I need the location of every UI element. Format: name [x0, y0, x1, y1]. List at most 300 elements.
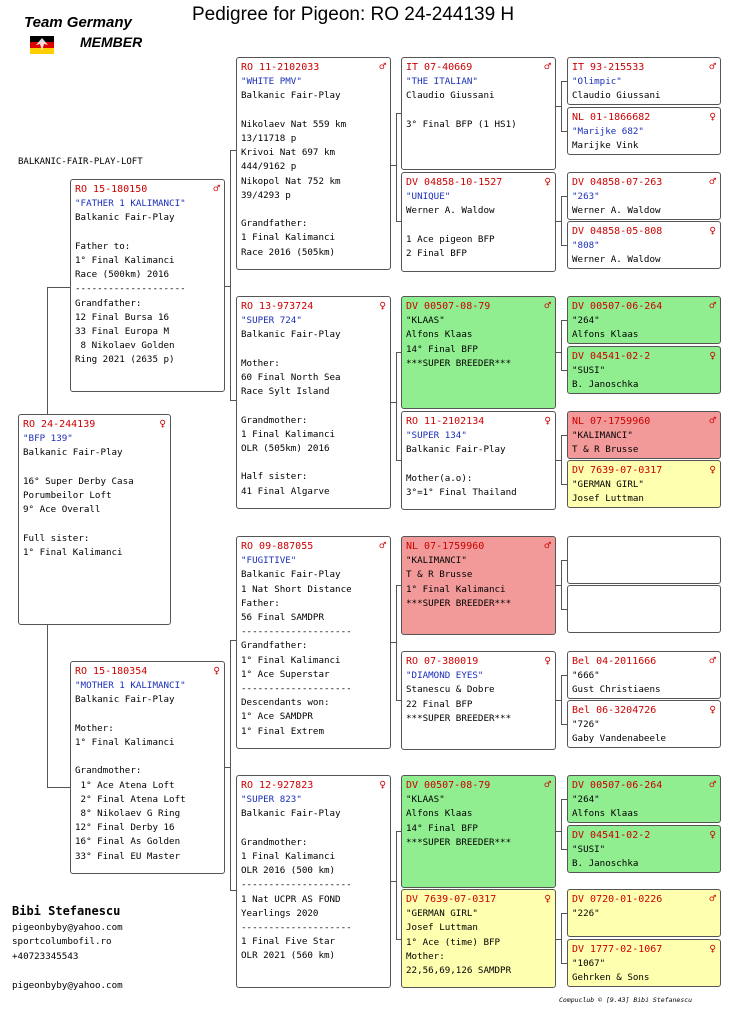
pigeon-info-line: Stanescu & Dobre [406, 684, 495, 696]
connector-line [556, 106, 561, 107]
connector-line [391, 165, 396, 166]
pigeon-info-line: OLR (505km) 2016 [241, 443, 330, 454]
pigeon-info-line: Alfons Klaas [406, 808, 473, 820]
pigeon-info-line: 41 Final Algarve [241, 485, 330, 497]
pigeon-info-line: 1° Ace Superstar [241, 668, 330, 680]
pigeon-header [572, 829, 716, 843]
breeder-email-bottom: pigeonbyby@yahoo.com [12, 980, 123, 991]
pigeon-info-line: Alfons Klaas [572, 808, 639, 820]
female-symbol-icon: ♀ [379, 778, 386, 791]
pigeon-info-line: Race (500km) 2016 [75, 269, 170, 281]
connector-line [230, 400, 236, 401]
pigeon-info-line: -------------------- [241, 879, 352, 891]
pigeon-info-line: 12° Final Derby 16 [75, 822, 175, 834]
pigeon-info-line: Mother: [406, 950, 445, 962]
connector-line [561, 913, 562, 963]
software-credit: Compuclub © [9.43] Bibi Stefanescu [559, 996, 693, 1004]
pigeon-info-line: 1 Final Five Star [241, 936, 336, 948]
page-title: Pedigree for Pigeon: RO 24-244139 H [192, 4, 515, 25]
pigeon-info-line: Grandmother: [241, 414, 308, 426]
connector-line [556, 352, 561, 353]
pigeon-card-dss[interactable] [401, 536, 556, 635]
male-symbol-icon: ♂ [379, 539, 386, 552]
pigeon-card-sss[interactable] [401, 57, 556, 170]
pigeon-name: "BFP 139" [23, 433, 73, 445]
pigeon-info-line: 33° Final EU Master [75, 850, 181, 862]
pigeon-info-line [75, 226, 220, 240]
loft-name: BALKANIC-FAIR-PLAY-LOFT [18, 157, 143, 167]
pigeon-name: "SUPER 823" [241, 794, 302, 806]
male-symbol-icon: ♂ [544, 778, 551, 791]
pigeon-info-line: Balkanic Fair-Play [23, 447, 123, 459]
pigeon-card-g3[interactable] [567, 172, 721, 220]
breeder-website: sportcolumbofil.ro [12, 936, 112, 947]
pigeon-name: "UNIQUE" [406, 191, 451, 203]
connector-line [230, 640, 236, 641]
connector-line [47, 625, 48, 788]
connector-line [396, 352, 401, 353]
ring-number: RO 15-180150 [75, 184, 148, 195]
pigeon-name: "THE ITALIAN" [406, 76, 478, 88]
connector-line [556, 221, 561, 222]
ring-number: DV 04858-05-808 [572, 226, 663, 237]
pigeon-card-g14[interactable] [567, 825, 721, 873]
pigeon-info-line: B. Janoschka [572, 858, 639, 870]
ring-number: RO 12-927823 [241, 780, 314, 791]
pigeon-header [406, 300, 551, 314]
male-symbol-icon: ♂ [709, 299, 716, 312]
male-symbol-icon: ♂ [709, 175, 716, 188]
pigeon-name: "226" [572, 908, 600, 920]
pigeon-header [572, 111, 716, 125]
pigeon-info-line: 1° Final Extrem [241, 725, 324, 737]
pigeon-info-line: ***SUPER BREEDER*** [406, 597, 512, 609]
pigeon-name: "GERMAN GIRL" [572, 479, 644, 491]
team-member: MEMBER [80, 34, 143, 50]
connector-line [225, 286, 230, 287]
female-symbol-icon: ♀ [544, 892, 551, 905]
connector-line [396, 221, 401, 222]
pigeon-card-ssd[interactable] [401, 172, 556, 272]
pigeon-header [75, 665, 220, 679]
connector-line [556, 831, 561, 832]
pigeon-info-line: 2° Final Atena Loft [75, 793, 186, 805]
pigeon-name: "DIAMOND EYES" [406, 670, 484, 682]
pigeon-header [75, 183, 220, 197]
team-title: Team Germany [24, 14, 132, 31]
pigeon-info-line: 2 Final BFP [406, 248, 467, 259]
pigeon-card-root[interactable] [18, 414, 171, 625]
ring-number: DV 00507-06-264 [572, 780, 663, 791]
pigeon-name: "KALIMANCI" [572, 430, 633, 442]
pigeon-info-line: ***SUPER BREEDER*** [406, 357, 512, 369]
ring-number: DV 04541-02-2 [572, 830, 651, 841]
pigeon-card-g16[interactable] [567, 939, 721, 987]
pigeon-card-g10[interactable] [567, 585, 721, 633]
pigeon-name: "666" [572, 670, 600, 682]
pigeon-header [406, 415, 551, 429]
pigeon-header [241, 300, 386, 314]
pigeon-name: "GERMAN GIRL" [406, 908, 478, 920]
connector-line [561, 675, 562, 724]
pigeon-info-line: Grandmother: [75, 765, 142, 777]
pigeon-header [406, 655, 551, 669]
connector-line [556, 460, 561, 461]
pigeon-info-line: Alfons Klaas [572, 329, 639, 341]
pigeon-card-g2[interactable] [567, 107, 721, 155]
germany-flag-icon [30, 32, 54, 56]
pigeon-header [23, 418, 166, 432]
pigeon-card-ss[interactable] [236, 57, 391, 270]
pigeon-info-line: Mother: [241, 357, 280, 369]
pigeon-header [241, 61, 386, 75]
pigeon-info-line [241, 203, 386, 217]
ring-number: RO 11-2102134 [406, 416, 485, 427]
pigeon-info-line: 1° Final Kalimanci [406, 583, 506, 595]
ring-number: IT 93-215533 [572, 62, 645, 73]
pigeon-info-line: Grandfather: [241, 218, 308, 230]
pigeon-header [406, 893, 551, 907]
pigeon-info-line: 1 Nat UCPR AS FOND [241, 893, 341, 905]
ring-number: RO 24-244139 [23, 419, 96, 430]
pigeon-card-d[interactable] [70, 661, 225, 874]
pigeon-name: "MOTHER 1 KALIMANCI" [75, 680, 186, 692]
pigeon-info-line: Josef Luttman [406, 922, 478, 934]
connector-line [561, 560, 562, 609]
pigeon-info-line: 3° Final BFP (1 HS1) [406, 118, 517, 130]
pigeon-info-line: 12 Final Bursa 16 [75, 311, 170, 323]
connector-line [561, 849, 567, 850]
connector-line [561, 81, 567, 82]
pigeon-info-line: 1° Final Kalimanci [75, 737, 175, 748]
pigeon-info-line: 1° Ace (time) BFP [406, 936, 501, 948]
female-symbol-icon: ♀ [544, 414, 551, 427]
pigeon-name: "SUSI" [572, 365, 606, 377]
pigeon-info-line: Grandmother: [241, 836, 308, 848]
pigeon-name: "264" [572, 315, 600, 327]
male-symbol-icon: ♂ [709, 654, 716, 667]
connector-line [561, 560, 567, 561]
ring-number: DV 00507-06-264 [572, 301, 663, 312]
pigeon-info-line [406, 104, 551, 118]
connector-line [230, 890, 236, 891]
connector-line [396, 585, 397, 700]
pigeon-info-line: 1 Final Kalimanci [241, 428, 336, 440]
pigeon-name: "KLAAS" [406, 315, 445, 327]
pigeon-info-line [406, 458, 551, 472]
pigeon-card-g11[interactable] [567, 651, 721, 699]
pigeon-card-ds[interactable] [236, 536, 391, 749]
connector-line [561, 609, 567, 610]
connector-line [396, 939, 401, 940]
pigeon-header [572, 655, 716, 669]
pigeon-card-g15[interactable] [567, 889, 721, 937]
pigeon-info-line: T & R Brusse [572, 444, 639, 456]
pigeon-card-sds[interactable] [401, 296, 556, 409]
connector-line [396, 113, 401, 114]
connector-line [561, 675, 567, 676]
pigeon-info-line: OLR 2016 (500 km) [241, 865, 336, 877]
female-symbol-icon: ♀ [544, 654, 551, 667]
pigeon-info-line: -------------------- [241, 683, 352, 695]
pigeon-info-line: 33 Final Europa M [75, 326, 170, 338]
pigeon-card-sdd[interactable] [401, 411, 556, 510]
female-symbol-icon: ♀ [709, 349, 716, 362]
connector-line [561, 724, 567, 725]
pigeon-info-line: Gehrken & Sons [572, 972, 650, 984]
pigeon-name: "264" [572, 794, 600, 806]
pigeon-header [572, 464, 716, 478]
pigeon-info-line: Claudio Giussani [406, 90, 495, 102]
pigeon-header [406, 176, 551, 190]
connector-line [396, 585, 401, 586]
male-symbol-icon: ♂ [709, 60, 716, 73]
pigeon-info-line: -------------------- [241, 922, 352, 934]
male-symbol-icon: ♂ [709, 778, 716, 791]
pigeon-info-line: Mother: [75, 722, 114, 734]
male-symbol-icon: ♂ [544, 299, 551, 312]
pigeon-info-line: Werner A. Waldow [572, 205, 661, 217]
pigeon-info-line: Yearlings 2020 [241, 907, 319, 919]
pigeon-info-line: Grandfather: [75, 297, 142, 309]
pigeon-info-line: ***SUPER BREEDER*** [406, 712, 512, 724]
pigeon-header [572, 779, 716, 793]
pigeon-info-line: 14° Final BFP [406, 343, 478, 355]
pigeon-info-line: Full sister: [23, 532, 90, 544]
pigeon-info-line: Claudio Giussani [572, 90, 661, 102]
connector-line [561, 913, 567, 914]
pigeon-name: "726" [572, 719, 600, 731]
pigeon-info-line: Balkanic Fair-Play [241, 90, 341, 102]
ring-number: DV 04858-10-1527 [406, 177, 503, 188]
pigeon-header [572, 415, 716, 429]
connector-line [47, 287, 48, 414]
connector-line [230, 640, 231, 890]
pigeon-info-line: Alfons Klaas [406, 329, 473, 341]
pigeon-card-g12[interactable] [567, 700, 721, 748]
breeder-email: pigeonbyby@yahoo.com [12, 922, 123, 933]
pigeon-name: "WHITE PMV" [241, 76, 302, 88]
connector-line [556, 585, 561, 586]
ring-number: RO 11-2102033 [241, 62, 320, 73]
pigeon-info-line: T & R Brusse [406, 569, 473, 581]
pigeon-info-line: Balkanic Fair-Play [241, 808, 341, 820]
pigeon-card-g7[interactable] [567, 411, 721, 459]
pigeon-name: "KALIMANCI" [406, 555, 467, 567]
pigeon-info-line: 1° Ace Atena Loft [75, 779, 175, 791]
pigeon-info-line: 16° Final As Golden [75, 836, 181, 848]
pigeon-card-dds[interactable] [401, 775, 556, 888]
connector-line [391, 642, 396, 643]
ring-number: NL 07-1759960 [406, 541, 485, 552]
pigeon-info-line: 14° Final BFP [406, 822, 478, 834]
pigeon-info-line: 13/11718 p [241, 133, 297, 144]
pigeon-card-g13[interactable] [567, 775, 721, 823]
female-symbol-icon: ♀ [709, 224, 716, 237]
connector-line [47, 287, 70, 288]
pigeon-info-line: Werner A. Waldow [572, 254, 661, 266]
ring-number: DV 1777-02-1067 [572, 944, 663, 955]
connector-line [561, 131, 567, 132]
pigeon-info-line: 1° Final Kalimanci [75, 255, 175, 266]
pigeon-info-line: 16° Super Derby Casa [23, 475, 134, 487]
connector-line [561, 196, 562, 245]
pigeon-info-line: 1° Final Kalimanci [241, 654, 341, 666]
pigeon-card-g6[interactable] [567, 346, 721, 394]
connector-line [396, 831, 401, 832]
connector-line [561, 81, 562, 131]
female-symbol-icon: ♀ [159, 417, 166, 430]
connector-line [561, 799, 562, 849]
pigeon-card-dsd[interactable] [401, 651, 556, 750]
connector-line [396, 700, 401, 701]
pigeon-name: "FUGITIVE" [241, 555, 297, 567]
pigeon-info-line [75, 708, 220, 722]
pigeon-name: "Marijke 682" [572, 126, 644, 138]
pigeon-info-line: 3°=1° Final Thailand [406, 487, 517, 498]
pigeon-info-line: 22,56,69,126 SAMDPR [406, 965, 512, 977]
pigeon-header [572, 350, 716, 364]
pigeon-card-g8[interactable] [567, 460, 721, 508]
male-symbol-icon: ♂ [709, 414, 716, 427]
pigeon-info-line: 1° Final Kalimanci [23, 546, 123, 558]
pigeon-header [572, 176, 716, 190]
pigeon-info-line: B. Janoschka [572, 379, 639, 391]
pigeon-info-line: Race 2016 (505km) [241, 246, 336, 258]
pigeon-info-line: Grandfather: [241, 640, 308, 652]
connector-line [561, 196, 567, 197]
pigeon-name: "263" [572, 191, 600, 203]
pigeon-info-line: ***SUPER BREEDER*** [406, 836, 512, 848]
pigeon-info-line: 8° Nikolaev G Ring [75, 808, 181, 819]
connector-line [396, 352, 397, 460]
female-symbol-icon: ♀ [709, 703, 716, 716]
pigeon-header [572, 704, 716, 718]
connector-line [396, 460, 401, 461]
pigeon-header [406, 540, 551, 554]
pigeon-info-line [75, 750, 220, 764]
pigeon-name: "SUPER 724" [241, 315, 302, 327]
ring-number: Bel 04-2011666 [572, 656, 657, 667]
male-symbol-icon: ♂ [213, 182, 220, 195]
connector-line [561, 435, 567, 436]
pigeon-info-line [241, 822, 386, 836]
pigeon-info-line: Balkanic Fair-Play [75, 212, 175, 224]
breeder-phone: +40723345543 [12, 951, 79, 962]
breeder-name: Bibi Stefanescu [12, 904, 121, 918]
pigeon-header [406, 61, 551, 75]
connector-line [556, 700, 561, 701]
pigeon-card-s[interactable] [70, 179, 225, 392]
pigeon-info-line: Werner A. Waldow [406, 205, 495, 217]
female-symbol-icon: ♀ [213, 664, 220, 677]
pigeon-info-line [23, 517, 166, 531]
female-symbol-icon: ♀ [544, 175, 551, 188]
pigeon-info-line: Ring 2021 (2635 p) [75, 354, 175, 366]
connector-line [47, 787, 70, 788]
connector-line [561, 245, 567, 246]
connector-line [391, 881, 396, 882]
pigeon-info-line: Porumbeilor Loft [23, 490, 112, 501]
connector-line [561, 963, 567, 964]
pigeon-info-line: Nikolaev Nat 559 km [241, 118, 347, 130]
connector-line [561, 799, 567, 800]
pigeon-card-g5[interactable] [567, 296, 721, 344]
pigeon-name: "808" [572, 240, 600, 252]
pigeon-card-g9[interactable] [567, 536, 721, 584]
female-symbol-icon: ♀ [379, 299, 386, 312]
ring-number: DV 04858-07-263 [572, 177, 663, 188]
pigeon-card-g4[interactable] [567, 221, 721, 269]
male-symbol-icon: ♂ [379, 60, 386, 73]
pigeon-info-line: 1 Nat Short Distance [241, 583, 352, 595]
pigeon-info-line: Race Sylt Island [241, 386, 330, 398]
pigeon-info-line: Gaby Vandenabeele [572, 733, 667, 745]
pigeon-info-line: Marijke Vink [572, 140, 639, 152]
pigeon-name: "SUPER 134" [406, 430, 467, 442]
pigeon-info-line: Father to: [75, 240, 131, 252]
pigeon-info-line: Balkanic Fair-Play [75, 694, 175, 706]
ring-number: DV 7639-07-0317 [406, 894, 497, 905]
pigeon-card-ddd[interactable] [401, 889, 556, 988]
ring-number: RO 15-180354 [75, 666, 148, 677]
pigeon-header [572, 61, 716, 75]
pigeon-card-g1[interactable] [567, 57, 721, 105]
male-symbol-icon: ♂ [544, 60, 551, 73]
pigeon-info-line: 1 Ace pigeon BFP [406, 233, 495, 245]
ring-number: DV 00507-08-79 [406, 780, 491, 791]
pigeon-info-line: 1 Final Kalimanci [241, 232, 336, 244]
ring-number: DV 7639-07-0317 [572, 465, 663, 476]
connector-line [561, 484, 567, 485]
pigeon-name: "Olimpic" [572, 76, 622, 88]
pigeon-info-line: Krivoi Nat 697 km [241, 147, 336, 159]
pigeon-info-line: Descendants won: [241, 697, 330, 709]
ring-number: NL 01-1866682 [572, 112, 651, 123]
pigeon-info-line: Balkanic Fair-Play [241, 329, 341, 341]
connector-line [556, 939, 561, 940]
connector-line [561, 320, 562, 370]
pigeon-info-line: 8 Nikolaev Golden [75, 340, 175, 352]
pigeon-header [572, 225, 716, 239]
connector-line [561, 370, 567, 371]
pigeon-card-sd[interactable] [236, 296, 391, 509]
pigeon-header [406, 779, 551, 793]
pigeon-card-dd[interactable] [236, 775, 391, 988]
male-symbol-icon: ♂ [709, 892, 716, 905]
ring-number: RO 09-887055 [241, 541, 314, 552]
connector-line [561, 435, 562, 484]
pigeon-info-line: -------------------- [75, 283, 186, 295]
ring-number: IT 07-40669 [406, 62, 473, 73]
connector-line [396, 113, 397, 221]
pigeon-info-line: Gust Christiaens [572, 684, 661, 696]
pigeon-info-line: -------------------- [241, 626, 352, 638]
pigeon-info-line [23, 461, 166, 475]
pigeon-header [572, 300, 716, 314]
female-symbol-icon: ♀ [709, 828, 716, 841]
pigeon-info-line: OLR 2021 (560 km) [241, 950, 336, 962]
ring-number: DV 0720-01-0226 [572, 894, 663, 905]
female-symbol-icon: ♀ [709, 463, 716, 476]
connector-line [230, 150, 231, 400]
pigeon-header [572, 893, 716, 907]
pigeon-info-line: Mother(a.o): [406, 472, 473, 484]
ring-number: Bel 06-3204726 [572, 705, 657, 716]
pigeon-info-line: 444/9162 p [241, 161, 297, 173]
pigeon-info-line: Nikopol Nat 752 km [241, 175, 341, 187]
pigeon-info-line: 56 Final SAMDPR [241, 612, 324, 624]
